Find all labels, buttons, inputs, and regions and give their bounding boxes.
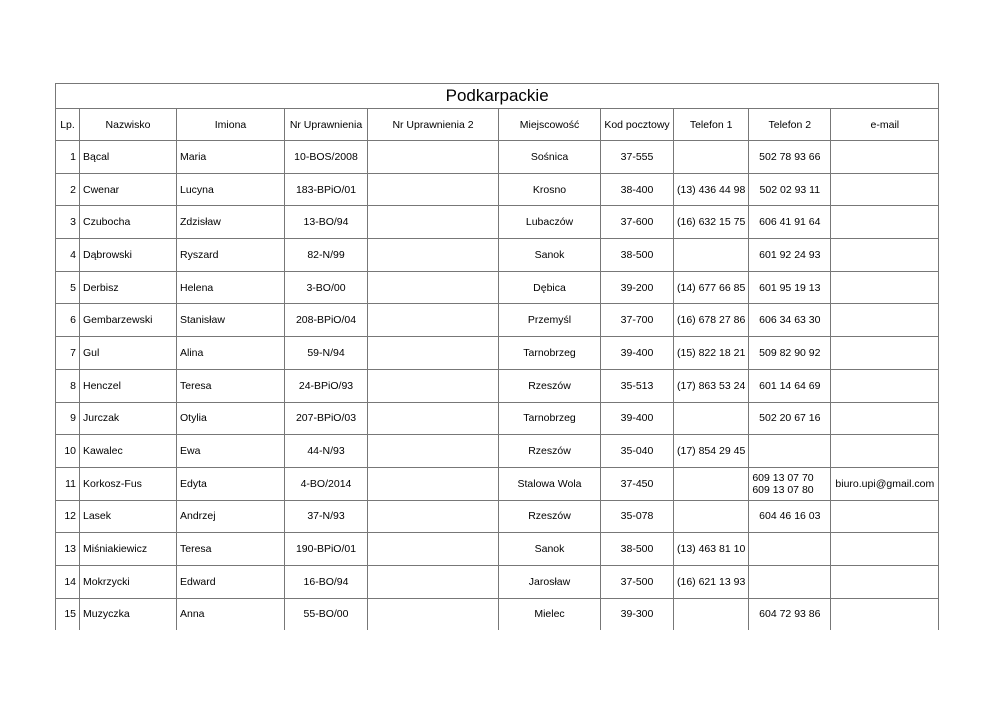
cell-telefon-1	[674, 598, 749, 630]
header-email: e-mail	[831, 109, 939, 141]
cell-nazwisko: Bącal	[80, 141, 177, 174]
header-lp: Lp.	[56, 109, 80, 141]
cell-miejscowosc: Rzeszów	[499, 500, 601, 533]
cell-miejscowosc: Mielec	[499, 598, 601, 630]
cell-lp: 8	[56, 369, 80, 402]
cell-miejscowosc: Tarnobrzeg	[499, 402, 601, 435]
cell-nazwisko: Lasek	[80, 500, 177, 533]
cell-email	[831, 402, 939, 435]
cell-nr-uprawnienia-2	[368, 173, 499, 206]
cell-nazwisko: Korkosz-Fus	[80, 467, 177, 500]
cell-miejscowosc: Rzeszów	[499, 435, 601, 468]
header-miejscowosc: Miejscowość	[499, 109, 601, 141]
table-row	[56, 369, 939, 402]
header-nr-uprawnienia: Nr Uprawnienia	[285, 109, 368, 141]
cell-nr-uprawnienia-2	[368, 467, 499, 500]
cell-email	[831, 500, 939, 533]
cell-telefon-1	[674, 500, 749, 533]
cell-imiona: Edward	[177, 565, 285, 598]
cell-telefon-2: 604 46 16 03	[749, 500, 831, 533]
cell-email	[831, 369, 939, 402]
table-row	[56, 533, 939, 566]
cell-nr-uprawnienia-2	[368, 533, 499, 566]
page-title: Podkarpackie	[56, 84, 939, 109]
cell-nazwisko: Gembarzewski	[80, 304, 177, 337]
cell-miejscowosc: Przemyśl	[499, 304, 601, 337]
cell-kod-pocztowy: 39-400	[601, 402, 674, 435]
cell-imiona: Teresa	[177, 533, 285, 566]
cell-nr-uprawnienia-2	[368, 565, 499, 598]
cell-email	[831, 239, 939, 272]
cell-kod-pocztowy: 37-600	[601, 206, 674, 239]
cell-nr-uprawnienia-2	[368, 206, 499, 239]
table-row	[56, 500, 939, 533]
cell-lp: 9	[56, 402, 80, 435]
cell-imiona: Otylia	[177, 402, 285, 435]
table-row	[56, 304, 939, 337]
cell-telefon-1: (15) 822 18 21	[674, 337, 749, 370]
title-row	[56, 84, 939, 109]
cell-imiona: Helena	[177, 271, 285, 304]
cell-telefon-2	[749, 565, 831, 598]
cell-nr-uprawnienia-2	[368, 271, 499, 304]
cell-telefon-1	[674, 141, 749, 174]
cell-nr-uprawnienia-2	[368, 337, 499, 370]
cell-telefon-1: (13) 463 81 10	[674, 533, 749, 566]
cell-telefon-1: (16) 632 15 75	[674, 206, 749, 239]
cell-lp: 4	[56, 239, 80, 272]
table-row	[56, 467, 939, 500]
cell-telefon-1: (14) 677 66 85	[674, 271, 749, 304]
cell-telefon-2: 601 92 24 93	[749, 239, 831, 272]
cell-telefon-2: 509 82 90 92	[749, 337, 831, 370]
cell-lp: 11	[56, 467, 80, 500]
cell-kod-pocztowy: 38-500	[601, 533, 674, 566]
table-row	[56, 206, 939, 239]
cell-nr-uprawnienia-2	[368, 141, 499, 174]
cell-email	[831, 206, 939, 239]
table-row	[56, 337, 939, 370]
cell-lp: 14	[56, 565, 80, 598]
cell-lp: 12	[56, 500, 80, 533]
cell-miejscowosc: Stalowa Wola	[499, 467, 601, 500]
cell-miejscowosc: Krosno	[499, 173, 601, 206]
cell-nr-uprawnienia-2	[368, 598, 499, 630]
cell-telefon-2: 502 78 93 66	[749, 141, 831, 174]
cell-nazwisko: Muzyczka	[80, 598, 177, 630]
cell-nazwisko: Dąbrowski	[80, 239, 177, 272]
cell-imiona: Anna	[177, 598, 285, 630]
cell-telefon-1	[674, 402, 749, 435]
header-kod-pocztowy: Kod pocztowy	[601, 109, 674, 141]
cell-imiona: Stanisław	[177, 304, 285, 337]
cell-telefon-2: 601 14 64 69	[749, 369, 831, 402]
cell-email	[831, 173, 939, 206]
cell-miejscowosc: Sośnica	[499, 141, 601, 174]
cell-nr-uprawnienia: 44-N/93	[285, 435, 368, 468]
cell-lp: 3	[56, 206, 80, 239]
header-row	[56, 109, 939, 141]
cell-miejscowosc: Jarosław	[499, 565, 601, 598]
cell-nazwisko: Cwenar	[80, 173, 177, 206]
cell-miejscowosc: Tarnobrzeg	[499, 337, 601, 370]
cell-nr-uprawnienia-2	[368, 402, 499, 435]
cell-kod-pocztowy: 38-500	[601, 239, 674, 272]
cell-telefon-2: 606 34 63 30	[749, 304, 831, 337]
table-row	[56, 141, 939, 174]
header-nazwisko: Nazwisko	[80, 109, 177, 141]
telefon-2-line-2: 609 13 07 80	[752, 483, 814, 496]
cell-nr-uprawnienia: 82-N/99	[285, 239, 368, 272]
cell-email	[831, 271, 939, 304]
cell-email	[831, 141, 939, 174]
cell-telefon-2: 604 72 93 86	[749, 598, 831, 630]
cell-nr-uprawnienia: 190-BPiO/01	[285, 533, 368, 566]
cell-nazwisko: Gul	[80, 337, 177, 370]
cell-kod-pocztowy: 37-555	[601, 141, 674, 174]
cell-email	[831, 337, 939, 370]
cell-miejscowosc: Dębica	[499, 271, 601, 304]
cell-nazwisko: Derbisz	[80, 271, 177, 304]
cell-imiona: Andrzej	[177, 500, 285, 533]
table-row	[56, 402, 939, 435]
cell-lp: 1	[56, 141, 80, 174]
cell-imiona: Maria	[177, 141, 285, 174]
cell-telefon-1: (17) 854 29 45	[674, 435, 749, 468]
header-telefon-2: Telefon 2	[749, 109, 831, 141]
cell-imiona: Lucyna	[177, 173, 285, 206]
cell-telefon-1: (13) 436 44 98	[674, 173, 749, 206]
cell-telefon-2: 606 41 91 64	[749, 206, 831, 239]
cell-kod-pocztowy: 39-400	[601, 337, 674, 370]
cell-lp: 10	[56, 435, 80, 468]
cell-nr-uprawnienia: 207-BPiO/03	[285, 402, 368, 435]
cell-telefon-1: (16) 678 27 86	[674, 304, 749, 337]
table-row	[56, 271, 939, 304]
cell-nr-uprawnienia: 37-N/93	[285, 500, 368, 533]
cell-telefon-1: (17) 863 53 24	[674, 369, 749, 402]
table-row	[56, 239, 939, 272]
cell-nr-uprawnienia: 10-BOS/2008	[285, 141, 368, 174]
cell-telefon-2: 601 95 19 13	[749, 271, 831, 304]
header-telefon-1: Telefon 1	[674, 109, 749, 141]
cell-email	[831, 565, 939, 598]
cell-nr-uprawnienia-2	[368, 500, 499, 533]
registry-table	[55, 83, 939, 630]
cell-telefon-2: 502 20 67 16	[749, 402, 831, 435]
table-row	[56, 435, 939, 468]
cell-nr-uprawnienia: 55-BO/00	[285, 598, 368, 630]
cell-telefon-1	[674, 467, 749, 500]
cell-telefon-1: (16) 621 13 93	[674, 565, 749, 598]
cell-lp: 15	[56, 598, 80, 630]
cell-imiona: Teresa	[177, 369, 285, 402]
cell-email	[831, 304, 939, 337]
cell-nr-uprawnienia-2	[368, 304, 499, 337]
cell-nr-uprawnienia: 13-BO/94	[285, 206, 368, 239]
cell-nr-uprawnienia: 208-BPiO/04	[285, 304, 368, 337]
cell-nr-uprawnienia-2	[368, 369, 499, 402]
cell-nazwisko: Jurczak	[80, 402, 177, 435]
cell-telefon-2: 502 02 93 11	[749, 173, 831, 206]
cell-telefon-2	[749, 533, 831, 566]
cell-kod-pocztowy: 37-700	[601, 304, 674, 337]
cell-nazwisko: Henczel	[80, 369, 177, 402]
telefon-2-line-1: 609 13 07 70	[752, 471, 814, 484]
cell-imiona: Zdzisław	[177, 206, 285, 239]
cell-kod-pocztowy: 37-500	[601, 565, 674, 598]
cell-miejscowosc: Lubaczów	[499, 206, 601, 239]
table-row	[56, 598, 939, 630]
cell-kod-pocztowy: 38-400	[601, 173, 674, 206]
cell-kod-pocztowy: 39-300	[601, 598, 674, 630]
cell-nr-uprawnienia-2	[368, 239, 499, 272]
table-row	[56, 173, 939, 206]
cell-telefon-1	[674, 239, 749, 272]
cell-nr-uprawnienia-2	[368, 435, 499, 468]
cell-nr-uprawnienia: 3-BO/00	[285, 271, 368, 304]
cell-email	[831, 598, 939, 630]
cell-miejscowosc: Sanok	[499, 239, 601, 272]
cell-imiona: Ewa	[177, 435, 285, 468]
cell-lp: 5	[56, 271, 80, 304]
cell-kod-pocztowy: 37-450	[601, 467, 674, 500]
cell-nazwisko: Kawalec	[80, 435, 177, 468]
cell-lp: 13	[56, 533, 80, 566]
cell-nazwisko: Miśniakiewicz	[80, 533, 177, 566]
cell-lp: 7	[56, 337, 80, 370]
cell-telefon-2	[749, 467, 831, 500]
cell-nr-uprawnienia: 183-BPiO/01	[285, 173, 368, 206]
cell-kod-pocztowy: 35-513	[601, 369, 674, 402]
cell-miejscowosc: Sanok	[499, 533, 601, 566]
cell-telefon-2	[749, 435, 831, 468]
header-imiona: Imiona	[177, 109, 285, 141]
cell-miejscowosc: Rzeszów	[499, 369, 601, 402]
cell-email	[831, 533, 939, 566]
table-row	[56, 565, 939, 598]
cell-lp: 6	[56, 304, 80, 337]
cell-kod-pocztowy: 39-200	[601, 271, 674, 304]
header-nr-uprawnienia-2: Nr Uprawnienia 2	[368, 109, 499, 141]
cell-nazwisko: Mokrzycki	[80, 565, 177, 598]
cell-nr-uprawnienia: 16-BO/94	[285, 565, 368, 598]
cell-nr-uprawnienia: 4-BO/2014	[285, 467, 368, 500]
cell-nazwisko: Czubocha	[80, 206, 177, 239]
cell-email	[831, 435, 939, 468]
cell-nr-uprawnienia: 59-N/94	[285, 337, 368, 370]
cell-lp: 2	[56, 173, 80, 206]
cell-nr-uprawnienia: 24-BPiO/93	[285, 369, 368, 402]
cell-imiona: Edyta	[177, 467, 285, 500]
cell-imiona: Ryszard	[177, 239, 285, 272]
cell-kod-pocztowy: 35-078	[601, 500, 674, 533]
cell-email: biuro.upi@gmail.com	[831, 467, 939, 500]
cell-kod-pocztowy: 35-040	[601, 435, 674, 468]
cell-imiona: Alina	[177, 337, 285, 370]
